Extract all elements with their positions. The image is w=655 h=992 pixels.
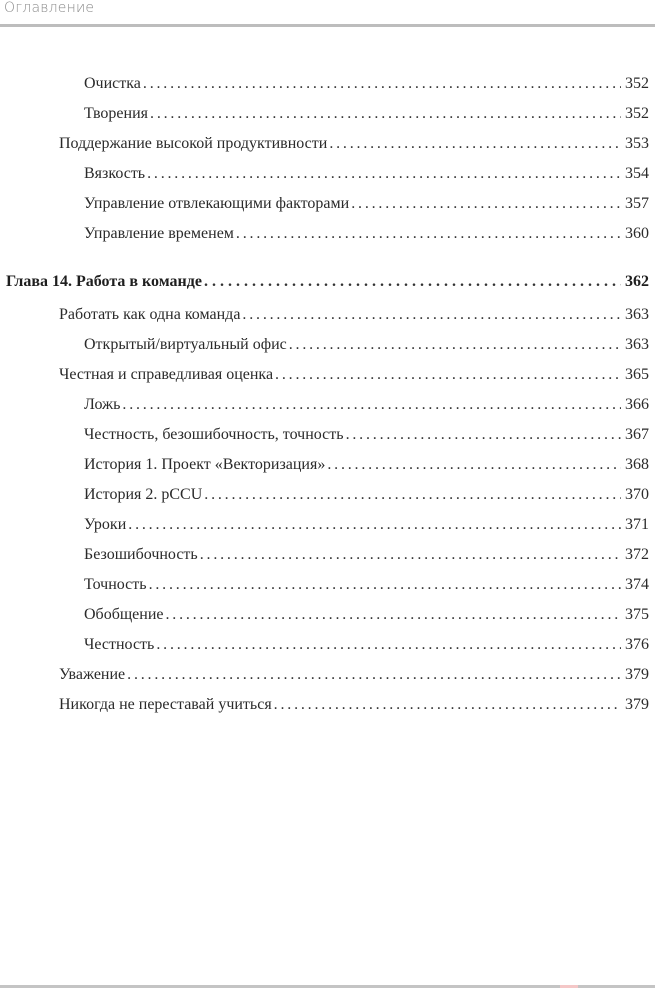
toc-dot-leader [147, 162, 621, 186]
footer-accent-mark [560, 985, 578, 988]
toc-page-number: 362 [625, 273, 649, 290]
toc-page-number: 372 [625, 546, 649, 563]
toc-dot-leader [329, 132, 621, 156]
toc-entry[interactable] [84, 102, 649, 126]
toc-entry-title: Честность, безошибочность, точность [84, 426, 344, 443]
toc-dot-leader [150, 102, 621, 126]
toc-entry-title: Вязкость [84, 165, 146, 182]
toc-entry[interactable] [84, 543, 649, 567]
toc-entry-title: Честная и справедливая оценка [59, 366, 274, 383]
toc-entry-title: Точность [84, 576, 147, 593]
toc-entry-title: Ложь [84, 396, 121, 413]
toc-entry-title: Творения [84, 105, 149, 122]
toc-page-number: 363 [625, 336, 649, 353]
toc-page-number: 366 [625, 396, 649, 413]
running-head-title: Оглавление [4, 0, 95, 16]
toc-entry-title: Управление отвлекающими факторами [84, 195, 350, 212]
toc-entry[interactable] [84, 222, 649, 246]
toc-entry-title: Уважение [59, 666, 126, 683]
toc-entry[interactable] [84, 162, 649, 186]
toc-dot-leader [275, 363, 621, 387]
toc-entry-title: История 2. pCCU [84, 486, 203, 503]
toc-dot-leader [128, 513, 621, 537]
toc-entry[interactable] [84, 423, 649, 447]
toc-dot-leader [143, 72, 621, 96]
toc-entry-title: История 1. Проект «Векторизация» [84, 456, 326, 473]
toc-entry-title: Глава 14. Работа в команде [6, 273, 202, 290]
toc-chapter-entry[interactable] [6, 270, 649, 294]
toc-entry[interactable] [59, 663, 649, 687]
toc-dot-leader [149, 573, 621, 597]
toc-page-number: 376 [625, 636, 649, 653]
toc-dot-leader [351, 192, 621, 216]
toc-page-number: 357 [625, 195, 649, 212]
toc-dot-leader [327, 453, 621, 477]
toc-entry-title: Обобщение [84, 606, 164, 623]
toc-entry[interactable] [84, 483, 649, 507]
toc-entry[interactable] [59, 132, 649, 156]
toc-entry-title: Безошибочность [84, 546, 198, 563]
toc-page-number: 353 [625, 135, 649, 152]
toc-page-number: 375 [625, 606, 649, 623]
toc-entry-title: Никогда не переставай учиться [59, 696, 272, 713]
toc-page-number: 365 [625, 366, 649, 383]
toc-page-number: 352 [625, 105, 649, 122]
toc-dot-leader [165, 603, 621, 627]
toc-entry[interactable] [84, 333, 649, 357]
toc-dot-leader [242, 303, 621, 327]
toc-entry[interactable] [84, 573, 649, 597]
toc-entry[interactable] [59, 363, 649, 387]
toc-dot-leader [122, 393, 621, 417]
footer-rule [0, 985, 655, 988]
toc-page-number: 368 [625, 456, 649, 473]
toc-entry[interactable] [84, 72, 649, 96]
toc-entry-title: Честность [84, 636, 155, 653]
toc-dot-leader [127, 663, 621, 687]
toc-dot-leader [204, 483, 621, 507]
toc-entry[interactable] [84, 603, 649, 627]
toc-entry[interactable] [84, 633, 649, 657]
toc-entry-title: Уроки [84, 516, 127, 533]
toc-dot-leader [204, 270, 621, 294]
toc-dot-leader [156, 633, 621, 657]
toc-dot-leader [274, 693, 621, 717]
toc-entry-title: Управление временем [84, 225, 234, 242]
toc-entry[interactable] [84, 453, 649, 477]
toc-page-number: 352 [625, 75, 649, 92]
toc-dot-leader [236, 222, 621, 246]
toc-page-number: 370 [625, 486, 649, 503]
toc-page-number: 374 [625, 576, 649, 593]
toc-page-number: 360 [625, 225, 649, 242]
toc-page-number: 379 [625, 666, 649, 683]
toc-entry[interactable] [84, 513, 649, 537]
toc-page-number: 379 [625, 696, 649, 713]
toc-entry-title: Очистка [84, 75, 141, 92]
toc-page-number: 371 [625, 516, 649, 533]
toc-entry-title: Поддержание высокой продуктивности [59, 135, 328, 152]
toc-page-number: 354 [625, 165, 649, 182]
header-rule [0, 24, 655, 27]
toc-entry-title: Работать как одна команда [59, 306, 241, 323]
toc-page-number: 367 [625, 426, 649, 443]
toc-entry[interactable] [84, 192, 649, 216]
toc-entry[interactable] [59, 693, 649, 717]
toc-dot-leader [200, 543, 621, 567]
toc-dot-leader [346, 423, 621, 447]
toc-entry[interactable] [59, 303, 649, 327]
toc-entry-title: Открытый/виртуальный офис [84, 336, 287, 353]
toc-entry[interactable] [84, 393, 649, 417]
toc-page-number: 363 [625, 306, 649, 323]
toc-dot-leader [289, 333, 621, 357]
